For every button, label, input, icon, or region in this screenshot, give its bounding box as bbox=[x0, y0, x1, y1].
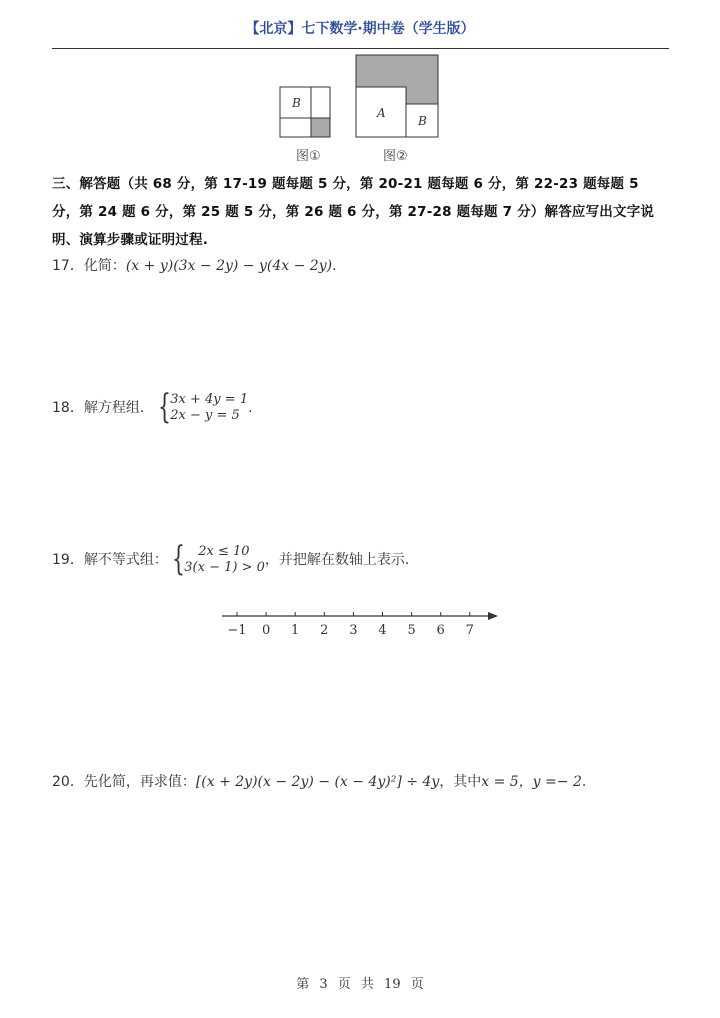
fig2-label-a: A bbox=[377, 106, 386, 120]
q18-prompt: 解方程组． bbox=[83, 400, 154, 416]
number-line-tick-label: 1 bbox=[291, 623, 300, 638]
q17-expression: (x + y)(3x − 2y) − y(4x − 2y) bbox=[125, 258, 333, 274]
fig1-label-b: B bbox=[292, 96, 301, 110]
page-header: 【北京】七下数学·期中卷（学生版） bbox=[245, 21, 475, 37]
number-line-svg bbox=[0, 600, 720, 640]
question-18 bbox=[52, 387, 253, 427]
q19-system bbox=[172, 539, 265, 579]
number-line bbox=[0, 600, 720, 640]
number-line-tick-label: 5 bbox=[407, 623, 416, 638]
question-20 bbox=[52, 771, 586, 791]
figure-1 bbox=[280, 87, 330, 137]
number-line-tick-label: 3 bbox=[349, 623, 358, 638]
q20-number: 20． bbox=[52, 774, 84, 790]
fig1-shaded-square bbox=[311, 118, 330, 137]
q19-ineq2: 3(x − 1) > 0 bbox=[184, 560, 265, 575]
q20-condition: x = 5，y =− 2 bbox=[481, 774, 582, 790]
question-17 bbox=[52, 255, 337, 275]
q19-ineq1: 2x ≤ 10 bbox=[198, 544, 250, 559]
number-line-tick-label: 7 bbox=[465, 623, 474, 638]
figure-2 bbox=[356, 55, 438, 137]
figures-svg bbox=[0, 54, 720, 164]
q18-system bbox=[158, 387, 249, 427]
header-divider bbox=[52, 48, 669, 49]
number-line-tick-label: −1 bbox=[227, 623, 247, 638]
number-line-tick-label: 6 bbox=[436, 623, 445, 638]
q19-tail: ，并把解在数轴上表示． bbox=[264, 552, 419, 568]
number-line-tick-label: 0 bbox=[261, 623, 271, 638]
q18-number: 18． bbox=[52, 400, 84, 416]
figures-area bbox=[0, 54, 720, 164]
q20-cond-prefix: ，其中 bbox=[439, 774, 482, 790]
number-line-tick-label: 4 bbox=[378, 623, 387, 638]
q18-eq2: 2x − y = 5 bbox=[170, 408, 240, 423]
fig1-caption: 图① bbox=[296, 149, 321, 164]
q18-brace: { bbox=[158, 387, 172, 427]
fig2-label-b: B bbox=[418, 114, 427, 128]
q18-end: . bbox=[248, 400, 253, 416]
q17-number: 17． bbox=[52, 258, 84, 274]
q19-prompt: 解不等式组： bbox=[83, 552, 168, 568]
q17-prompt: 化简： bbox=[83, 258, 126, 274]
number-line-arrow bbox=[488, 612, 498, 620]
q18-eq1: 3x + 4y = 1 bbox=[170, 392, 249, 407]
q19-number: 19． bbox=[52, 552, 84, 568]
section-3-heading: 三、解答题（共 68 分，第 17-19 题每题 5 分，第 20-21 题每题 6 分，第 22-23 题每题 5 分，第 24 题 6 分，第 25 题 5 分，第 26 题 6 分，第 27-28 题每题 7 分）解答应写出文字说明、演算步骤或证明过程. bbox=[52, 176, 655, 248]
q17-end: . bbox=[332, 258, 337, 274]
q20-expression: [(x + 2y)(x − 2y) − (x − 4y)²] ÷ 4y bbox=[195, 774, 440, 790]
q19-brace: { bbox=[172, 539, 186, 579]
q20-end: . bbox=[581, 774, 587, 790]
question-19 bbox=[52, 539, 419, 579]
q20-prompt: 先化简，再求值： bbox=[83, 774, 196, 790]
number-line-tick-label: 2 bbox=[320, 623, 329, 638]
fig2-caption: 图② bbox=[383, 149, 408, 164]
page-footer: 第 3 页 共 19 页 bbox=[296, 977, 424, 992]
